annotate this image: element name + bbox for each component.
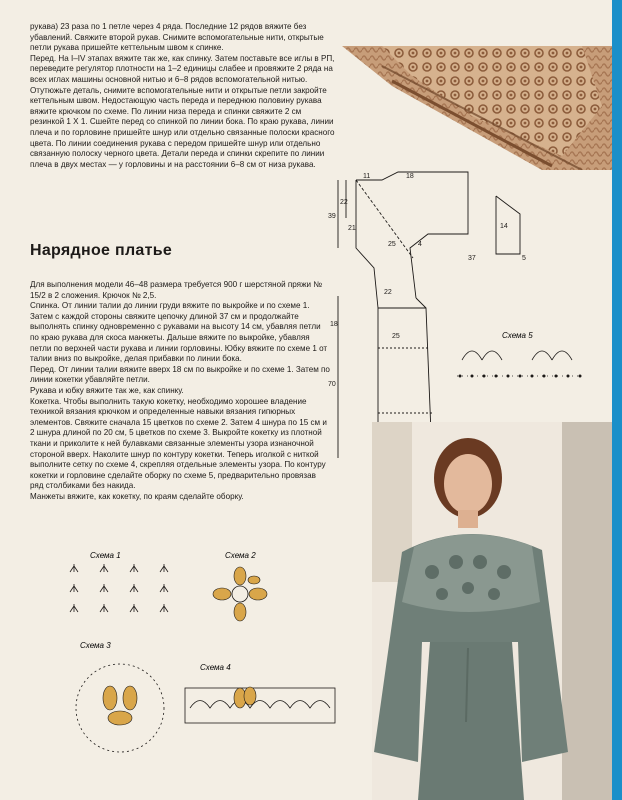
dim-18-side: 18 [330, 321, 338, 328]
dim-22-upper: 22 [340, 199, 348, 206]
scheme-4-mesh [185, 687, 335, 723]
body-text-column [30, 280, 330, 502]
scheme-4-label: Схема 4 [200, 663, 231, 672]
paragraph-cuffs: Манжеты вяжите, как кокетку, по краям сделайте оборку. [30, 491, 244, 501]
dim-18: 18 [406, 173, 414, 180]
model-photo [372, 422, 612, 800]
dim-70: 70 [328, 381, 336, 388]
crochet-schemes [40, 548, 340, 788]
paragraph-materials: Для выполнения модели 46–48 размера требуется 900 г шерстяной пряжи № 15/2 в 2 сложения. Крючок № 2,5. [30, 280, 322, 300]
paragraph-front: Перед. На I–IV этапах вяжите так же, как спинку. Затем поставьте все иглы в РП, переведите регулятор плотности на 1–2 единицы слабее и провяжите 2 ряда на всех иглах машины основной нитью и 6–8 рядов вспомогательной нитью. Отутюжьте деталь, снимите вспомогательные нити и открытые петли закройте кеттельным швом. Недостающую часть переда и переднюю половину рукава вяжите крючком по схеме. По линии низа переда и спинки свяжите 2 см резинкой 1 Х 1. Сшейте перед со спинкой по линии бока. По краю рукава, линии плеча и по горловине пришейте шнур или отдельно связанные полоски красного цвета. По линии соединения рукава с передом пришейте шнур или отдельно связанную полоску черного цвета. Детали переда и спинки скрепите по линии плеча в двух местах — у горловины и на расстоянии 6–8 см от низа рукава. [30, 53, 335, 169]
paragraph-sleeves: Рукава и юбку вяжите так же, как спинку. [30, 385, 184, 395]
knit-detail-photo [322, 46, 612, 170]
scheme-5-diagram [452, 330, 592, 385]
top-text-column [30, 22, 335, 170]
dim-37: 37 [468, 255, 476, 262]
dim-25-upper: 25 [388, 241, 396, 248]
paragraph-yoke: Кокетка. Чтобы выполнить такую кокетку, необходимо хорошее владение техникой вязания крючком и определенные навыки вязания гипюрных элементов. Свяжите сначала 15 цветков по схеме 2. Затем 4 шнура по 15 см и 2 шнура длиной по 20 см, 5 цветков по схеме 3. Выкройте кокетку из плотной ткани и приколите к ней булавками связанные элементы узора изнаночной стороной вверх. Наколите шнур по контуру кокетки. Теперь иголкой с ниткой выполните сетку по схеме 4, скрепляя отдельные элементы узора. По контуру кокетки и горловине сделайте оборку по схеме 5, предварительно провязав ряд столбиками без накида. [30, 396, 327, 491]
scheme-2-label: Схема 2 [225, 551, 256, 560]
scheme-5-label: Схема 5 [502, 331, 533, 340]
paragraph-sleeve: рукава) 23 раза по 1 петле через 4 ряда. Последние 12 рядов вяжите без убавлений. Свяжите второй рукав. Снимите вспомогательные нити, открытые петли рукава пришейте кеттельным швом к спинке. [30, 22, 324, 53]
dim-39: 39 [328, 213, 336, 220]
paragraph-back: Спинка. От линии талии до линии груди вяжите по выкройке и по схеме 1. Затем с каждой стороны свяжите цепочку длиной 37 см и продолжайте выполнять спинку одновременно с рукавами на высоту 14 см, убавляя петли по краю рукава для скоса манжеты. Дальше вяжите по выкройке, убавляя петли по верхней части рукава и линии горловины. Юбку вяжите по схеме 1 от талии вниз по выкройке, делая прибавки по линии бока. [30, 301, 328, 364]
dim-11: 11 [363, 173, 371, 180]
scheme-3-flower [76, 664, 164, 752]
dim-21: 21 [348, 225, 356, 232]
paragraph-front-dress: Перед. От линии талии вяжите вверх 18 см по выкройке и по схеме 1. Затем по линии кокетки убавляйте петли. [30, 364, 330, 385]
page-edge-stripe [612, 0, 622, 800]
scheme-3-label: Схема 3 [80, 641, 111, 650]
dim-14: 14 [500, 223, 508, 230]
section-title: Нарядное платье [30, 242, 173, 259]
scheme-1-label: Схема 1 [90, 551, 121, 560]
scheme-2-flower [213, 567, 267, 621]
dim-22-lower: 22 [384, 289, 392, 296]
dim-25-lower: 25 [392, 333, 400, 340]
dim-5: 5 [522, 255, 526, 262]
scheme-1-symbols [70, 564, 168, 612]
pattern-diagram [318, 168, 538, 458]
dim-4: 4 [418, 241, 422, 248]
